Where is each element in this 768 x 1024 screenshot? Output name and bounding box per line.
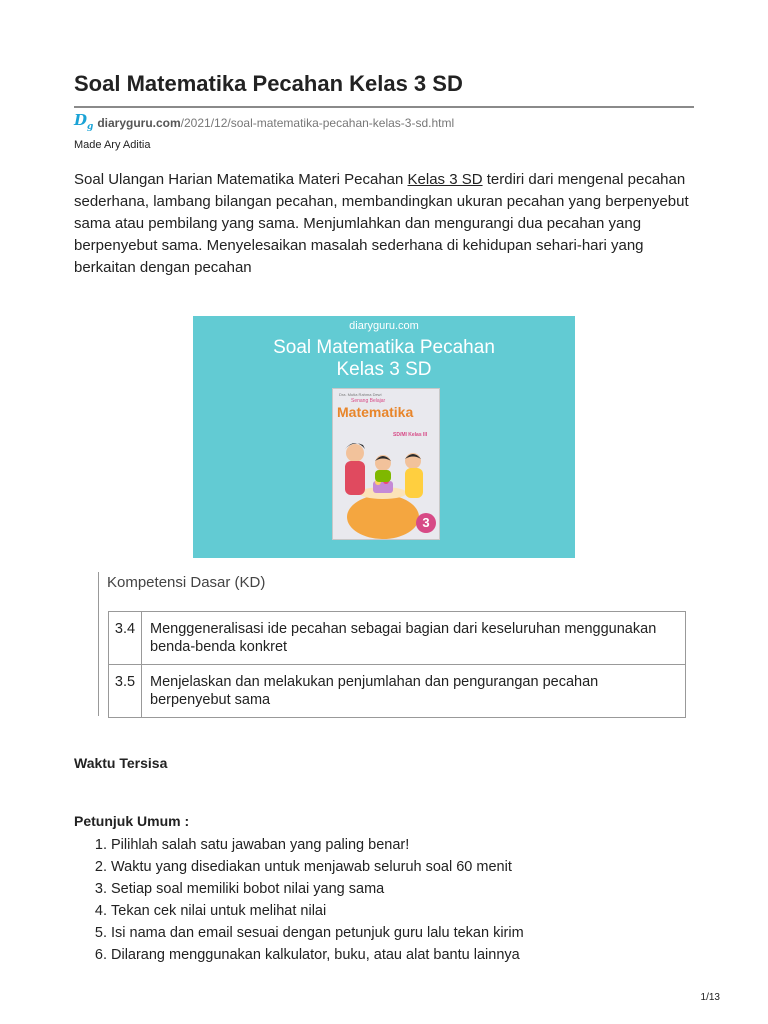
kd-table xyxy=(108,611,686,718)
cover-site: diaryguru.com xyxy=(349,320,419,332)
book-series: Senang Belajar xyxy=(351,398,386,404)
page-number: 1/13 xyxy=(700,992,720,1003)
book-class: SD/MI Kelas III xyxy=(393,432,428,438)
book-cover xyxy=(332,388,440,540)
kd-section xyxy=(98,572,695,716)
kd-number: 3.4 xyxy=(109,612,142,665)
list-item: 4. Tekan cek nilai untuk melihat nilai xyxy=(111,900,524,922)
guide-list xyxy=(74,834,524,966)
author-name: Made Ary Aditia xyxy=(74,139,151,151)
table-row xyxy=(109,612,686,665)
title-divider xyxy=(74,106,694,108)
table-row xyxy=(109,665,686,718)
kd-text: Menggeneralisasi ide pecahan sebagai bagian dari keseluruhan menggunakan benda-benda konkret xyxy=(142,612,686,665)
intro-paragraph xyxy=(74,169,694,279)
intro-text-end: terdiri dari mengenal pecahan sederhana, lambang bilangan pecahan, membandingkan ukuran pecahan yang berpenyebut sama atau pembilang yang sama. Menjumlahkan dan mengurangi dua pecahan yang berpenyebut sama. Menyelesaikan masalah sederhana di kehidupan sehari-hari yang berkaitan dengan pecahan xyxy=(74,171,689,276)
source-domain: diaryguru.com xyxy=(97,115,181,130)
cover-title-line2: Kelas 3 SD xyxy=(336,359,432,380)
source-path: /2021/12/soal-matematika-pecahan-kelas-3-sd.html xyxy=(180,115,455,130)
guide-heading: Petunjuk Umum : xyxy=(74,813,190,829)
source-link[interactable] xyxy=(97,116,454,130)
cover-image xyxy=(193,316,575,558)
book-title: Matematika xyxy=(337,404,414,420)
book-number-badge: 3 xyxy=(416,513,436,533)
list-item: 1. Pilihlah salah satu jawaban yang paling benar! xyxy=(111,834,524,856)
kelas-3-sd-link[interactable]: Kelas 3 SD xyxy=(407,171,483,188)
list-item: 5. Isi nama dan email sesuai dengan petunjuk guru lalu tekan kirim xyxy=(111,922,524,944)
list-item: 6. Dilarang menggunakan kalkulator, buku, atau alat bantu lainnya xyxy=(111,944,524,966)
book-author: Dra. Mutia Rahma Dewi xyxy=(339,392,382,397)
kd-text: Menjelaskan dan melakukan penjumlahan dan pengurangan pecahan berpenyebut sama xyxy=(142,665,686,718)
kd-label: Kompetensi Dasar (KD) xyxy=(107,574,266,591)
time-remaining-heading: Waktu Tersisa xyxy=(74,755,168,771)
list-item: 3. Setiap soal memiliki bobot nilai yang sama xyxy=(111,878,524,900)
diaryguru-logo-icon: $D_g$ xyxy=(74,111,94,132)
page-title: Soal Matematika Pecahan Kelas 3 SD xyxy=(74,71,463,96)
list-item: 2. Waktu yang disediakan untuk menjawab seluruh soal 60 menit xyxy=(111,856,524,878)
intro-text-start: Soal Ulangan Harian Matematika Materi Pecahan xyxy=(74,171,408,188)
source-line xyxy=(74,113,454,132)
kd-number: 3.5 xyxy=(109,665,142,718)
cover-title-line1: Soal Matematika Pecahan xyxy=(273,337,495,358)
